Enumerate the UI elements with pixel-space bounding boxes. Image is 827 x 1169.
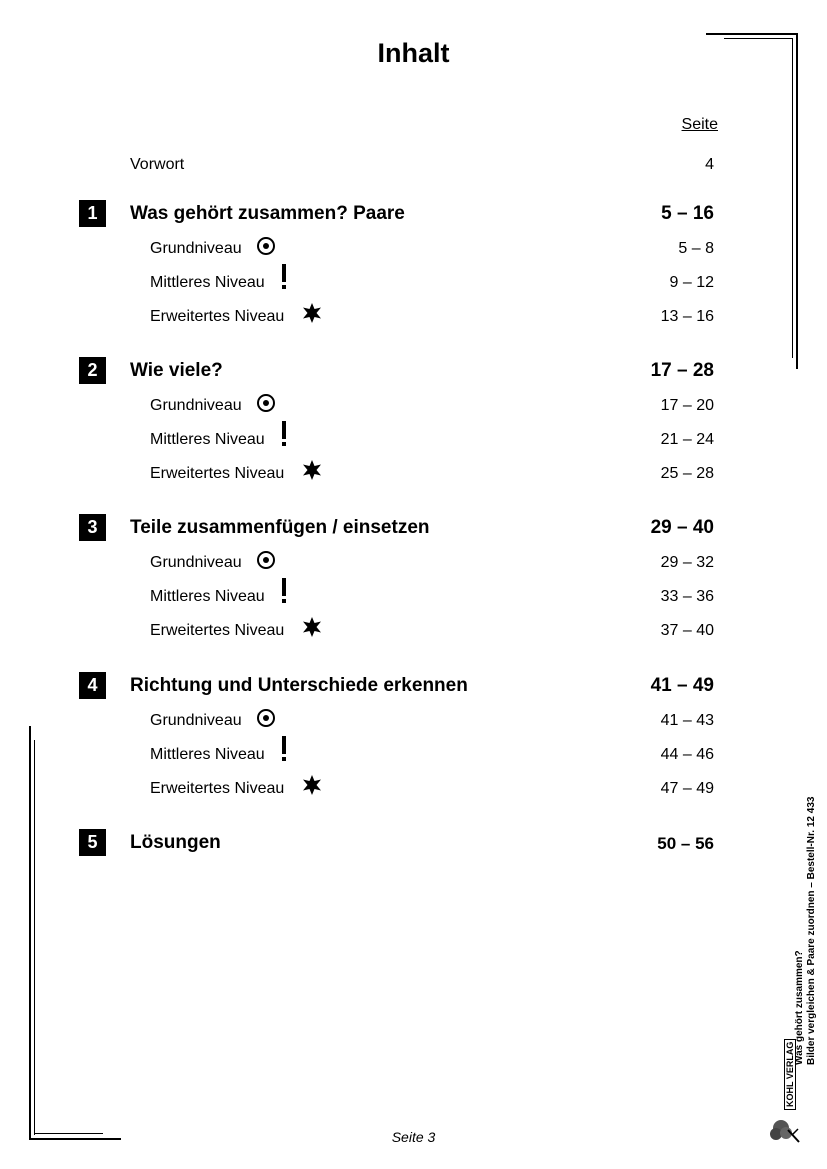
page-column-header: Seite bbox=[681, 116, 718, 133]
level-pages: 33 – 36 bbox=[660, 588, 714, 605]
chapter-title: Teile zusammenfügen / einsetzen bbox=[130, 517, 430, 538]
chapter-row-1[interactable] bbox=[0, 200, 827, 230]
toc-row-vorwort[interactable] bbox=[0, 155, 827, 185]
side-book-info bbox=[794, 797, 818, 1065]
chapter-title: Was gehört zusammen? Paare bbox=[130, 203, 405, 224]
level-label: Erweitertes Niveau bbox=[150, 622, 285, 639]
level-pages: 29 – 32 bbox=[660, 554, 714, 571]
chapter-title: Wie viele? bbox=[130, 360, 223, 381]
star-icon bbox=[301, 302, 323, 329]
level-pages: 44 – 46 bbox=[660, 746, 714, 763]
chapter-row-4[interactable] bbox=[0, 672, 827, 702]
level-label: Mittleres Niveau bbox=[150, 746, 265, 763]
chapter-number-badge: 2 bbox=[79, 357, 106, 384]
side-book-title: Was gehört zusammen? bbox=[794, 950, 805, 1065]
chapter-pages: 17 – 28 bbox=[650, 360, 714, 381]
level-label: Mittleres Niveau bbox=[150, 274, 265, 291]
level-row[interactable] bbox=[0, 460, 827, 490]
level-pages: 41 – 43 bbox=[660, 712, 714, 729]
chapter-title: Richtung und Unterschiede erkennen bbox=[130, 675, 468, 696]
level-label: Grundniveau bbox=[150, 554, 242, 571]
frame-line-top-right bbox=[706, 33, 798, 35]
level-row[interactable] bbox=[0, 707, 827, 737]
chapter-title: Lösungen bbox=[130, 832, 221, 853]
target-circle-icon bbox=[256, 236, 276, 261]
level-row[interactable] bbox=[0, 235, 827, 265]
level-pages: 25 – 28 bbox=[660, 465, 714, 482]
chapter-number-badge: 4 bbox=[79, 672, 106, 699]
level-row[interactable] bbox=[0, 303, 827, 333]
star-icon bbox=[301, 616, 323, 643]
level-label: Grundniveau bbox=[150, 712, 242, 729]
chapter-pages: 5 – 16 bbox=[661, 203, 714, 224]
target-circle-icon bbox=[256, 550, 276, 575]
publisher-logo-text: KOHL VERLAG bbox=[784, 1039, 796, 1110]
chapter-number-badge: 3 bbox=[79, 514, 106, 541]
level-row[interactable] bbox=[0, 426, 827, 456]
level-row[interactable] bbox=[0, 617, 827, 647]
chapter-row-2[interactable] bbox=[0, 357, 827, 387]
chapter-number-badge: 5 bbox=[79, 829, 106, 856]
chapter-pages: 29 – 40 bbox=[650, 517, 714, 538]
level-label: Erweitertes Niveau bbox=[150, 780, 285, 797]
star-icon bbox=[301, 459, 323, 486]
page-title: Inhalt bbox=[377, 38, 450, 68]
exclamation-icon bbox=[279, 263, 289, 296]
level-row[interactable] bbox=[0, 583, 827, 613]
level-pages: 13 – 16 bbox=[660, 308, 714, 325]
level-label: Erweitertes Niveau bbox=[150, 308, 285, 325]
level-label: Mittleres Niveau bbox=[150, 431, 265, 448]
chapter-row-3[interactable] bbox=[0, 514, 827, 544]
level-label: Erweitertes Niveau bbox=[150, 465, 285, 482]
level-pages: 47 – 49 bbox=[660, 780, 714, 797]
level-pages: 9 – 12 bbox=[669, 274, 714, 291]
vorwort-pages: 4 bbox=[705, 156, 714, 173]
chapter-pages: 50 – 56 bbox=[657, 834, 714, 853]
level-row[interactable] bbox=[0, 269, 827, 299]
exclamation-icon bbox=[279, 577, 289, 610]
level-pages: 37 – 40 bbox=[660, 622, 714, 639]
exclamation-icon bbox=[279, 420, 289, 453]
level-pages: 17 – 20 bbox=[660, 397, 714, 414]
star-icon bbox=[301, 774, 323, 801]
level-label: Grundniveau bbox=[150, 397, 242, 414]
level-label: Grundniveau bbox=[150, 240, 242, 257]
side-book-subtitle: Bilder vergleichen & Paare zuordnen – Bestell-Nr. 12 433 bbox=[806, 796, 817, 1065]
exclamation-icon bbox=[279, 735, 289, 768]
chapter-row-5[interactable] bbox=[0, 829, 827, 859]
page-number-footer: Seite 3 bbox=[391, 1129, 436, 1145]
chapter-number-badge: 1 bbox=[79, 200, 106, 227]
level-pages: 5 – 8 bbox=[678, 240, 714, 257]
vorwort-label: Vorwort bbox=[130, 156, 185, 173]
target-circle-icon bbox=[256, 708, 276, 733]
level-row[interactable] bbox=[0, 775, 827, 805]
target-circle-icon bbox=[256, 393, 276, 418]
level-row[interactable] bbox=[0, 741, 827, 771]
level-pages: 21 – 24 bbox=[660, 431, 714, 448]
chapter-pages: 41 – 49 bbox=[650, 675, 714, 696]
level-row[interactable] bbox=[0, 392, 827, 422]
level-label: Mittleres Niveau bbox=[150, 588, 265, 605]
level-row[interactable] bbox=[0, 549, 827, 579]
